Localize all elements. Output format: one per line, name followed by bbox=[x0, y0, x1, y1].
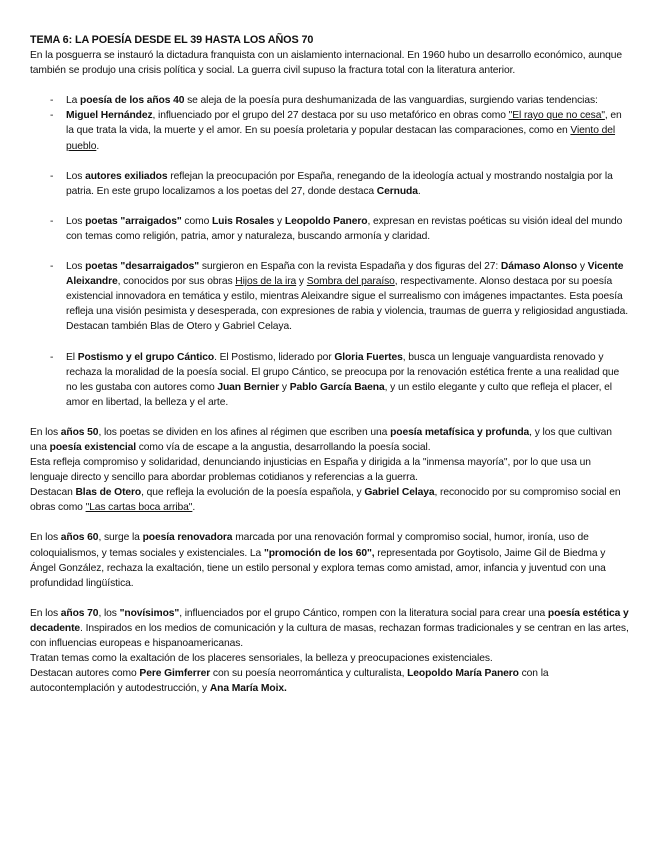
work-title-link: Hijos de la ira bbox=[235, 276, 297, 288]
bullet-poetas-arraigados bbox=[30, 214, 630, 244]
bullet-marker: - bbox=[50, 261, 54, 273]
work-title-link: "Las cartas boca arriba" bbox=[85, 502, 193, 514]
bullet-marker: - bbox=[50, 170, 54, 182]
work-title-link: "El rayo que no cesa" bbox=[508, 110, 605, 122]
paragraph-anos-70: En los años 70, los "novísimos", influenciados por el grupo Cántico, rompen con la literatura social para crear una poesía estética y decadente. Inspirados en los medios de comunicación y la cultura de masas, rechazan formas tradicionales y se centran en las artes, con influencias europeas e hispanoamericanas. Tratan temas como la exaltación de los placeres sensoriales, la belleza y preocupaciones existenciales. Destacan autores como Pere Gimferrer con su poesía neorromántica y culturalista, Leopoldo María Panero con la autocontemplación y autodestrucción, y Ana María Moix. bbox=[30, 607, 629, 695]
bullet-text: Los poetas "desarraigados" surgieron en España con la revista Espadaña y dos figuras del 27: Dámaso Alonso y Vicente Aleixandre, conocidos por sus obras Hijos de la ira y Sombra del paraíso, respectivamente. Alonso destaca por su poesía existencial innovadora en temática y estilo, mientras Aleixandre sigue el surrealismo con imágenes impactantes. Esta poesía refleja una visión pesimista y desesperada, con expresiones de rabia y violencia, traumas de guerra y religiosidad angustiada. Destacan también Blas de Otero y Gabriel Celaya. bbox=[66, 261, 629, 333]
bullet-text: Miguel Hernández, influenciado por el grupo del 27 destaca por su uso metafórico en obras como "El rayo que no cesa", en la que trata la vida, la muerte y el amor. En su poesía proletaria y popular destacan las comparaciones, como en Viento del pueblo. bbox=[66, 110, 622, 152]
bullet-poesia-40 bbox=[30, 93, 630, 108]
bullet-marker: - bbox=[50, 95, 54, 107]
bullet-marker: - bbox=[50, 110, 54, 122]
bullet-poetas-desarraigados bbox=[30, 259, 630, 334]
document-title: TEMA 6: LA POESÍA DESDE EL 39 HASTA LOS AÑOS 70 bbox=[30, 34, 314, 46]
bullet-text: Los poetas "arraigados" como Luis Rosales y Leopoldo Panero, expresan en revistas poéticas su visión ideal del mundo con temas como religión, patria, amor y naturaleza, buscando armonía y claridad. bbox=[66, 215, 623, 242]
work-title-link: Sombra del paraíso bbox=[306, 276, 395, 288]
paragraph-anos-60: En los años 60, surge la poesía renovadora marcada por una renovación formal y compromiso social, humor, ironía, uso de coloquialismos, y temas sociales y existenciales. La "promoción de los 60", representada por Goytisolo, Jaime Gil de Biedma y Ángel González, rechaza la exaltación, tiene un estilo personal y explora temas como amistad, amor, infancia y juventud con una profundidad lingüística. bbox=[30, 532, 606, 589]
bullet-text: Los autores exiliados reflejan la preocupación por España, renegando de la ideología actual y mostrando nostalgia por la patria. En este grupo localizamos a los poetas del 27, donde destaca Cernuda. bbox=[66, 170, 613, 197]
work-title-link: Viento del pueblo bbox=[66, 125, 616, 152]
bullet-text: El Postismo y el grupo Cántico. El Postismo, liderado por Gloria Fuertes, busca un lenguaje vanguardista renovado y rechaza la moralidad de la poesía social. El grupo Cántico, se preocupa por la renovación estética frente a una realidad que no les gustaba con autores como Juan Bernier y Pablo García Baena, y un estilo elegante y culto que refleja el placer, el amor en libertad, la belleza y el arte. bbox=[66, 351, 620, 408]
bullet-marker: - bbox=[50, 215, 54, 227]
intro-paragraph: En la posguerra se instauró la dictadura franquista con un aislamiento internacional. En 1960 hubo un desarrollo económico, aunque también se produjo una crisis política y social. La guerra civil supuso la fractura total con la literatura anterior. bbox=[30, 50, 623, 77]
bullet-autores-exiliados bbox=[30, 169, 630, 199]
bullet-marker: - bbox=[50, 351, 54, 363]
bullet-miguel-hernandez bbox=[30, 108, 630, 153]
document bbox=[30, 33, 630, 696]
paragraph-anos-50: En los años 50, los poetas se dividen en los afines al régimen que escriben una poesía metafísica y profunda, y los que cultivan una poesía existencial como vía de escape a la angustia, desarrollando la poesía social. Esta refleja compromiso y solidaridad, denunciando injusticias en España y dirigida a la "inmensa mayoría", por lo que usa un lenguaje directo y sencillo para abordar problemas cotidianos y referencias a la guerra. Destacan Blas de Otero, que refleja la evolución de la poesía española, y Gabriel Celaya, reconocido por su compromiso social en obras como "Las cartas boca arriba". bbox=[30, 426, 621, 514]
bullet-text: La poesía de los años 40 se aleja de la poesía pura deshumanizada de las vanguardias, surgiendo varias tendencias: bbox=[66, 95, 598, 107]
bullet-postismo-cantico bbox=[30, 350, 630, 410]
